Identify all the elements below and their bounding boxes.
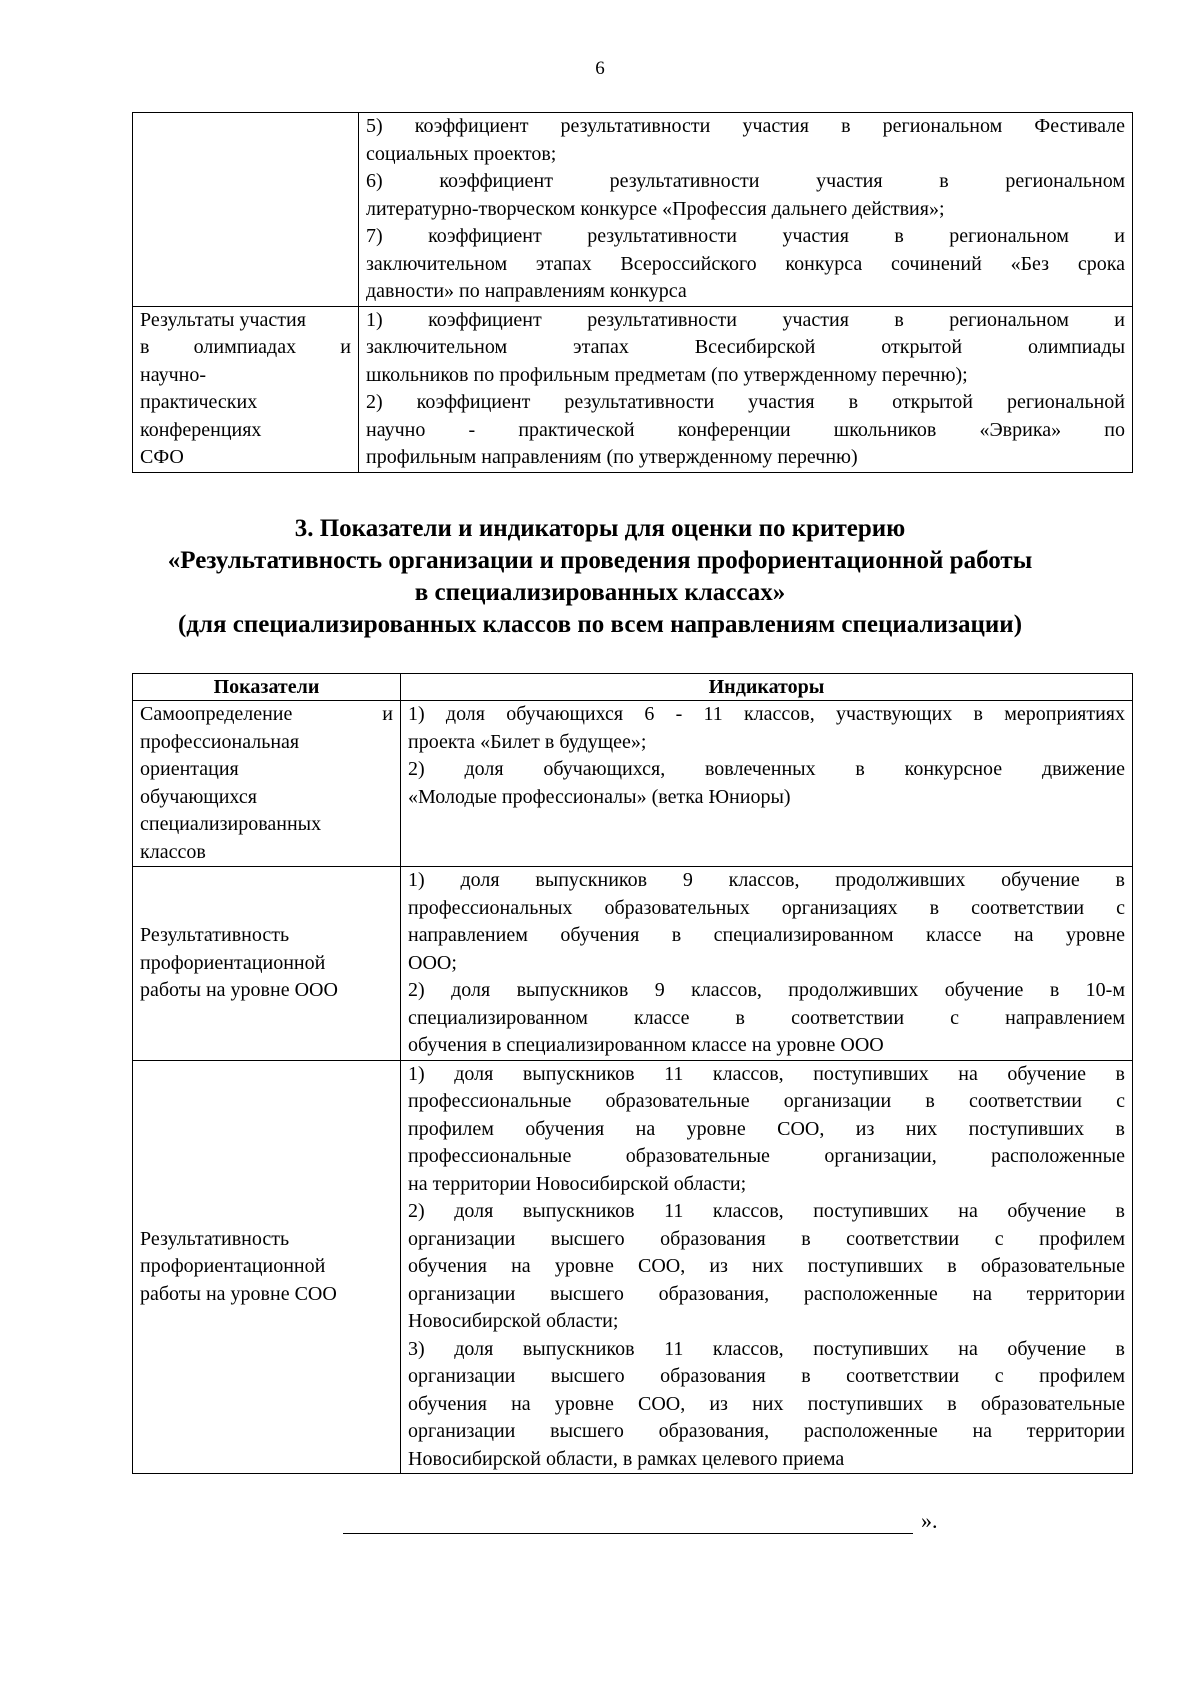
text-line: Результативность (140, 1227, 290, 1250)
table-row (133, 306, 1133, 472)
text-line: научно - практической конференции школьников «Эврика» по (366, 418, 1125, 441)
text-line: заключительном этапах Всероссийского конкурса сочинений «Без срока (366, 252, 1125, 275)
text-line: на территории Новосибирской области; (408, 1172, 747, 1195)
text-line: профессиональных образовательных организациях в соответствии с (408, 896, 1125, 919)
text-line: Новосибирской области; (408, 1310, 619, 1332)
indicator-list-cell (401, 701, 1133, 867)
text-line: специализированных (140, 813, 322, 835)
text-line: организации высшего образования в соответствии с профилем (408, 1227, 1125, 1250)
text-line: конференциях (140, 418, 262, 441)
text-line: ООО; (408, 951, 457, 974)
text-line: 6) коэффициент результативности участия в региональном (366, 170, 1125, 192)
text-line: 2) доля выпускников 9 классов, продолживших обучение в 10-м (408, 979, 1125, 1001)
indicator-name-cell (133, 113, 359, 307)
text-line: специализированном классе в соответствии с направлением (408, 1006, 1125, 1029)
table-row (133, 867, 1133, 1061)
section-title (0, 513, 1200, 641)
text-line: организации высшего образования в соответствии с профилем (408, 1365, 1125, 1387)
indicator-name-cell (133, 306, 359, 472)
column-header-metrics: Индикаторы (401, 674, 1133, 701)
text-line: научно- (140, 363, 206, 386)
table-header-row (133, 674, 1133, 701)
text-line: 1) доля обучающихся 6 - 11 классов, участвующих в мероприятиях (408, 703, 1125, 725)
text-line: 1) доля выпускников 9 классов, продолживших обучение в (408, 869, 1125, 891)
text-line: обучения на уровне СОО, из них поступивших в образовательные (408, 1255, 1125, 1277)
text-line: организации высшего образования, расположенные на территории (408, 1420, 1125, 1442)
text-line: 1) коэффициент результативности участия в региональном и (366, 308, 1125, 331)
text-line: профессиональная (140, 730, 300, 753)
text-line: 7) коэффициент результативности участия в региональном и (366, 225, 1125, 247)
text-line: давности» по направлениям конкурса (366, 280, 687, 302)
closing-line (343, 1508, 938, 1534)
text-line: профориентационной (140, 951, 326, 974)
text-line: профессиональные образовательные организации в соответствии с (408, 1090, 1125, 1112)
signature-underline (343, 1511, 913, 1534)
text-line: профессиональные образовательные организации, расположенные (408, 1145, 1125, 1167)
text-line: 3) доля выпускников 11 классов, поступивших на обучение в (408, 1337, 1125, 1360)
indicator-name-cell (133, 867, 401, 1061)
column-header-indicators: Показатели (133, 674, 401, 701)
text-line: СФО (140, 446, 184, 468)
text-line: направлением обучения в специализированном классе на уровне (408, 924, 1125, 946)
text-line: организации высшего образования, расположенные на территории (408, 1282, 1125, 1305)
text-line: 2) доля обучающихся, вовлеченных в конкурсное движение (408, 758, 1125, 780)
table-row (133, 701, 1133, 867)
text-line: 1) доля выпускников 11 классов, поступивших на обучение в (408, 1062, 1125, 1085)
text-line: ориентация (140, 758, 239, 780)
text-line: Самоопределение и (140, 703, 393, 725)
indicator-name-cell (133, 1060, 401, 1474)
text-line: 5) коэффициент результативности участия в региональном Фестивале (366, 115, 1125, 137)
section-title-line: «Результативность организации и проведения профориентационной работы (167, 547, 1033, 574)
text-line: обучения в специализированном классе на уровне ООО (408, 1034, 884, 1056)
indicator-name-cell (133, 701, 401, 867)
page-number: 6 (595, 58, 605, 79)
text-line: литературно-творческом конкурсе «Профессия дальнего действия»; (366, 197, 945, 220)
section-title-line: в специализированных классах» (414, 579, 786, 606)
indicator-list-cell (401, 1060, 1133, 1474)
indicators-table (132, 673, 1133, 1474)
text-line: Новосибирской области, в рамках целевого приема (408, 1447, 845, 1470)
text-line: заключительном этапах Всесибирской открытой олимпиады (366, 336, 1125, 358)
text-line: школьников по профильным предметам (по утвержденному перечню); (366, 363, 968, 386)
text-line: 2) доля выпускников 11 классов, поступивших на обучение в (408, 1200, 1125, 1222)
indicator-list-cell (359, 306, 1133, 472)
text-line: проекта «Билет в будущее»; (408, 730, 647, 753)
section-title-line: 3. Показатели и индикаторы для оценки по критерию (294, 515, 906, 542)
text-line: профилем обучения на уровне СОО, из них поступивших в (408, 1117, 1125, 1140)
text-line: практических (140, 391, 258, 413)
text-line: «Молодые профессионалы» (ветка Юниоры) (408, 785, 791, 808)
text-line: в олимпиадах и (140, 336, 351, 358)
text-line: работы на уровне ООО (140, 979, 338, 1001)
text-line: обучающихся (140, 785, 257, 808)
text-line: Результативность (140, 924, 290, 946)
text-line: обучения на уровне СОО, из них поступивших в образовательные (408, 1392, 1125, 1415)
text-line: профильным направлениям (по утвержденному перечню) (366, 446, 858, 468)
text-line: профориентационной (140, 1255, 326, 1277)
text-line: работы на уровне СОО (140, 1282, 337, 1305)
table-row (133, 1060, 1133, 1474)
text-line: 2) коэффициент результативности участия в открытой региональной (366, 391, 1125, 413)
text-line: социальных проектов; (366, 142, 557, 165)
indicator-list-cell (359, 113, 1133, 307)
section-title-line: (для специализированных классов по всем направлениям специализации) (177, 611, 1023, 638)
table-row (133, 113, 1133, 307)
closing-quote-mark: ». (921, 1508, 938, 1533)
criteria-table-continued (132, 112, 1133, 473)
indicator-list-cell (401, 867, 1133, 1061)
text-line: классов (140, 840, 206, 863)
text-line: Результаты участия (140, 308, 306, 331)
